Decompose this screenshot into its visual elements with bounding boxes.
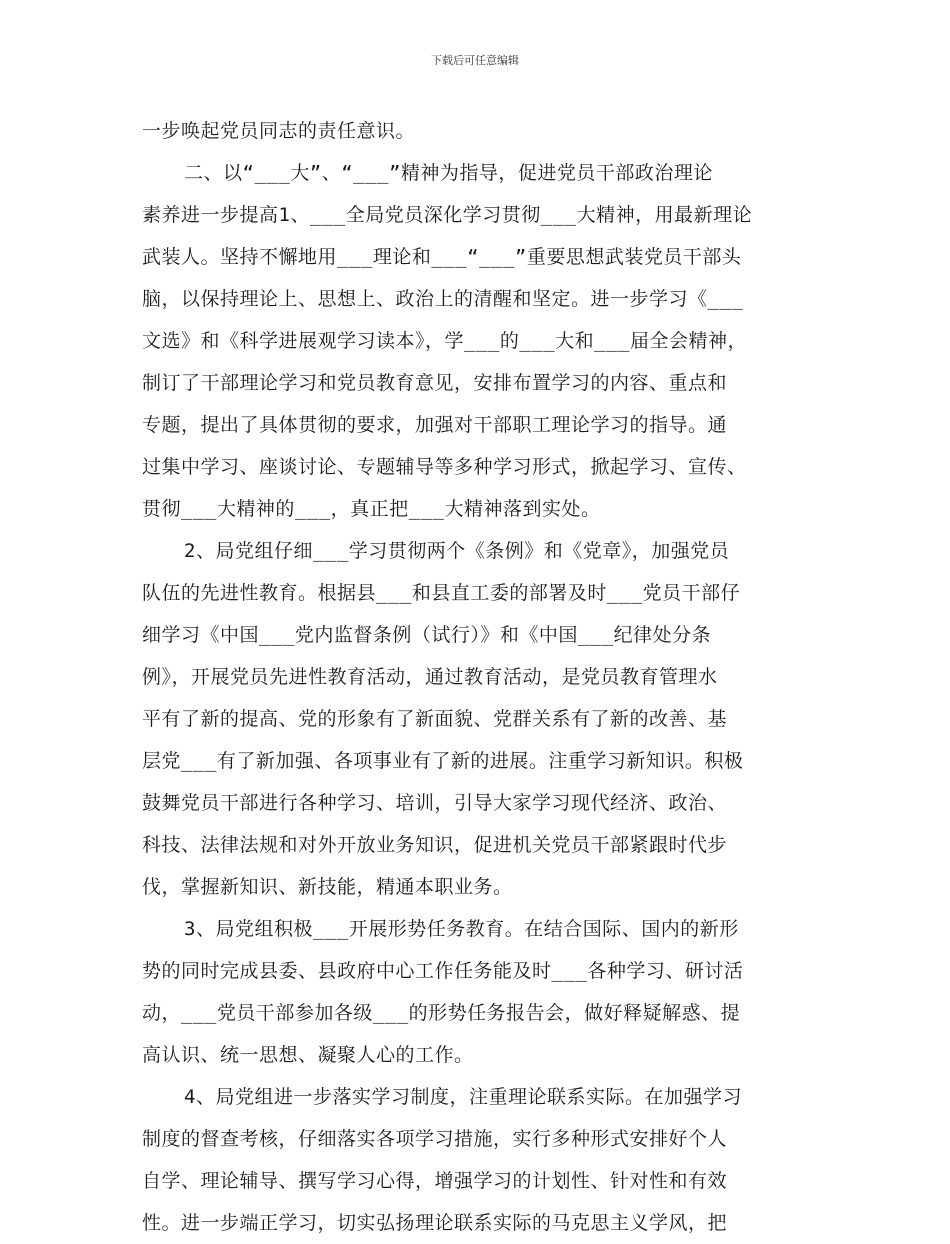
text-line: 脑，以保持理论上、思想上、政治上的清醒和坚定。进一步学习《___	[142, 288, 744, 310]
text-line: 层党___有了新加强、各项事业有了新的进展。注重学习新知识。积极	[142, 750, 744, 772]
text-line: 细学习《中国___党内监督条例（试行）》和《中国___纪律处分条	[142, 624, 712, 646]
text-line: 平有了新的提高、党的形象有了新面貌、党群关系有了新的改善、基	[142, 708, 728, 730]
text-line: 科技、法律法规和对外开放业务知识，促进机关党员干部紧跟时代步	[142, 834, 728, 856]
text-line: 伐，掌握新知识、新技能，精通本职业务。	[142, 876, 513, 898]
text-line: 3、局党组积极___开展形势任务教育。在结合国际、国内的新形	[184, 918, 739, 940]
page-header: 下载后可任意编辑	[431, 54, 519, 67]
text-line: 专题，提出了具体贯彻的要求，加强对干部职工理论学习的指导。通	[142, 414, 728, 436]
text-line: 素养进一步提高1、___全局党员深化学习贯彻___大精神，用最新理论	[142, 204, 753, 226]
text-line: 势的同时完成县委、县政府中心工作任务能及时___各种学习、研讨活	[142, 960, 744, 982]
text-line: 制订了干部理论学习和党员教育意见，安排布置学习的内容、重点和	[142, 372, 728, 394]
text-line: 过集中学习、座谈讨论、专题辅导等多种学习形式，掀起学习、宣传、	[142, 456, 747, 478]
text-line: 性。进一步端正学习，切实弘扬理论联系实际的马克思主义学风，把	[142, 1212, 728, 1234]
text-line: 二、以“___大”、“___”精神为指导，促进党员干部政治理论	[184, 162, 713, 184]
document-body	[142, 110, 822, 1244]
text-line: 动，___党员干部参加各级___的形势任务报告会，做好释疑解惑、提	[142, 1002, 741, 1024]
text-line: 自学、理论辅导、撰写学习心得，增强学习的计划性、针对性和有效	[142, 1170, 728, 1192]
text-line: 例》，开展党员先进性教育活动，通过教育活动，是党员教育管理水	[142, 666, 718, 688]
text-line: 队伍的先进性教育。根据县___和县直工委的部署及时___党员干部仔	[142, 582, 741, 604]
text-line: 制度的督查考核，仔细落实各项学习措施，实行多种形式安排好个人	[142, 1128, 728, 1150]
text-line: 鼓舞党员干部进行各种学习、培训，引导大家学习现代经济、政治、	[142, 792, 728, 814]
text-line: 2、局党组仔细___学习贯彻两个《条例》和《党章》，加强党员	[184, 540, 730, 562]
text-line: 4、局党组进一步落实学习制度，注重理论联系实际。在加强学习	[184, 1086, 742, 1108]
text-line: 高认识、统一思想、凝聚人心的工作。	[142, 1044, 474, 1066]
text-line: 文选》和《科学进展观学习读本》，学___的___大和___届全会精神，	[142, 330, 747, 352]
text-line: 贯彻___大精神的___，真正把___大精神落到实处。	[142, 498, 601, 520]
text-line: 一步唤起党员同志的责任意识。	[142, 120, 416, 142]
text-line: 武装人。坚持不懈地用___理论和___“___”重要思想武装党员干部头	[142, 246, 742, 268]
